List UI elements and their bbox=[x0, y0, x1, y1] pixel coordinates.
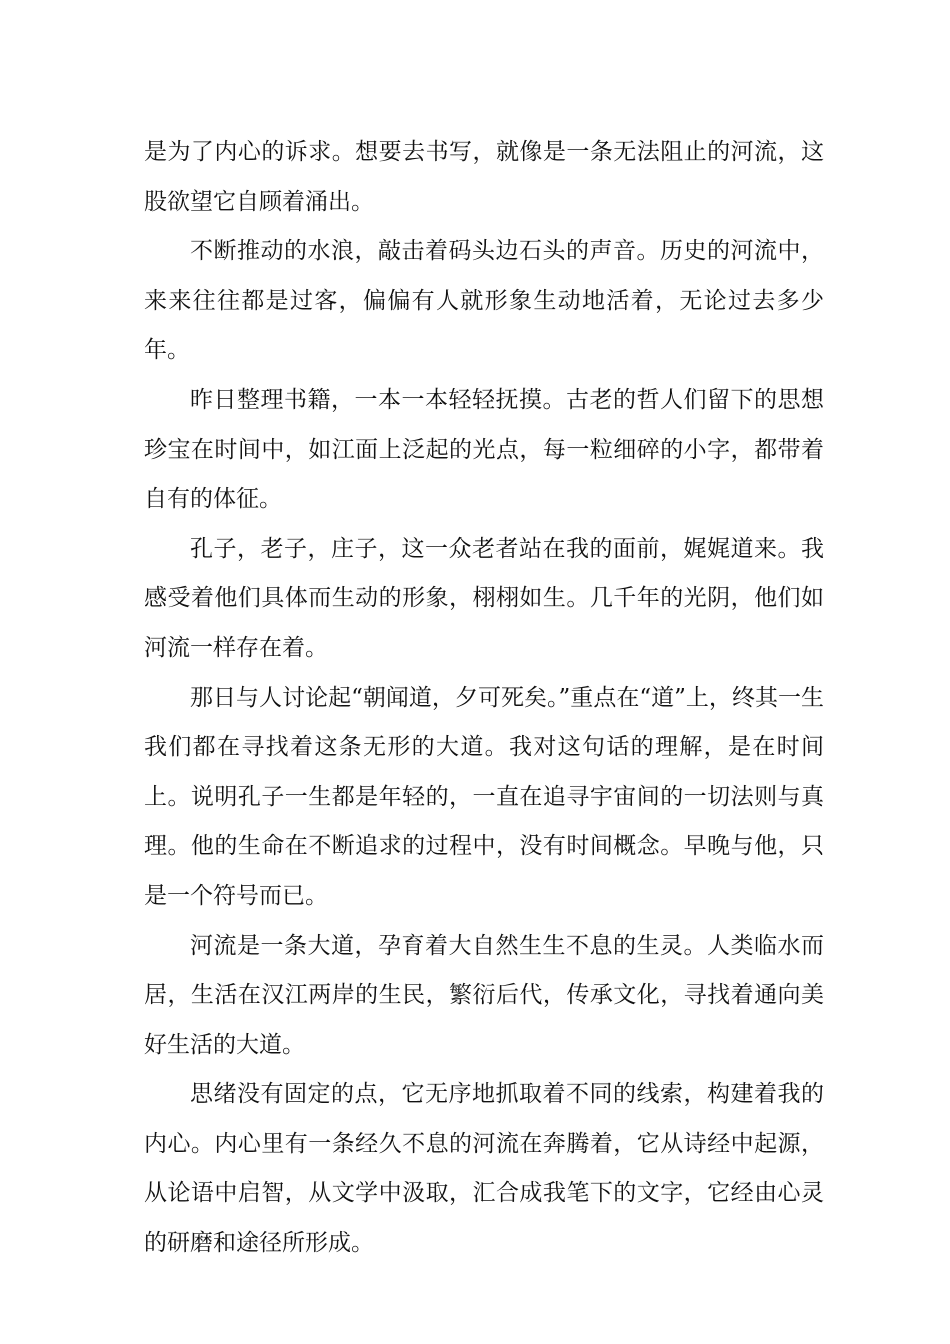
document-body bbox=[144, 128, 824, 1269]
paragraph-2: 不断推动的水浪，敲击着码头边石头的声音。历史的河流中，来来往往都是过客，偏偏有人就形象生动地活着，无论过去多少年。 bbox=[144, 238, 824, 364]
paragraph-4: 孔子，老子，庄子，这一众老者站在我的面前，娓娓道来。我感受着他们具体而生动的形象，栩栩如生。几千年的光阴，他们如河流一样存在着。 bbox=[144, 535, 824, 661]
paragraph-6: 河流是一条大道，孕育着大自然生生不息的生灵。人类临水而居，生活在汉江两岸的生民，繁衍后代，传承文化，寻找着通向美好生活的大道。 bbox=[144, 932, 824, 1058]
paragraph-5: 那日与人讨论起“朝闻道，夕可死矣。”重点在“道”上，终其一生我们都在寻找着这条无形的大道。我对这句话的理解，是在时间上。说明孔子一生都是年轻的，一直在追寻宇宙间的一切法则与真理。他的生命在不断追求的过程中，没有时间概念。早晚与他，只是一个符号而已。 bbox=[144, 684, 824, 909]
paragraph-3: 昨日整理书籍，一本一本轻轻抚摸。古老的哲人们留下的思想珍宝在时间中，如江面上泛起的光点，每一粒细碎的小字，都带着自有的体征。 bbox=[144, 386, 824, 513]
paragraph-1: 是为了内心的诉求。想要去书写，就像是一条无法阻止的河流，这股欲望它自顾着涌出。 bbox=[144, 139, 824, 215]
paragraph-7: 思绪没有固定的点，它无序地抓取着不同的线索，构建着我的内心。内心里有一条经久不息的河流在奔腾着，它从诗经中起源，从论语中启智，从文学中汲取，汇合成我笔下的文字，它经由心灵的研磨和途径所形成。 bbox=[144, 1081, 824, 1257]
